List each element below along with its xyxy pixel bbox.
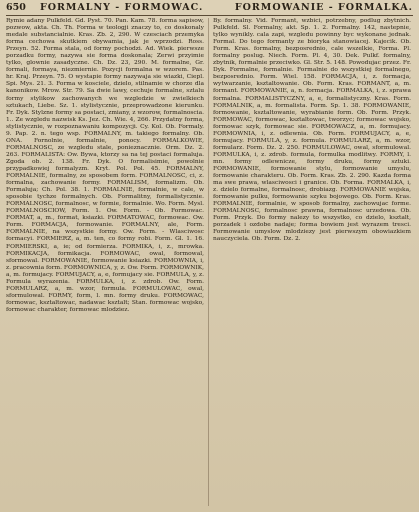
page-number: 650 [6, 2, 26, 13]
right-running-head: FORMOWANIE - FORMALKA. [234, 2, 413, 13]
column-divider [208, 18, 209, 506]
left-column-text: Rymie adany Pulkfeld. Gd. Pyst. 70. Pan. Kam. 78. forma sapisow, pozwow, akta. Ch. Th. Forma w teologji znaczy to, co doskonaly medale substancialnie. Kras. Zb. 2, 290. W czesciach przemyka forma cechowa skutkiem obywamia, jak je wprzodzi. Ross. Przeyn. 52. Forma stala, od formy pochodzi. Ad. Wiek. pierwsze porzadku formy, nazywa sie forma doskonala; Zerwi przyimie tylko, glownie zasadyczne. Ch. Dz. 23, 290. M. formalne, Gr. formali, formaya, niezmiernie. Pozycji formalna w wzorem. Pas. hr. Kraj. Przeyn. 75. O wystapie formy nazywaja sie wiazki, Ciepl. Spi. Mys. 21. 3. Forma w kosciele, dzielo, stilnamie w chorze dla kanonikow. Mrow. Str. 79. Sa dwie lawy, cechuje formalne, sztalu formy stylikow zachowanych we wzgledzie w zwielkiech sztukach, Liebe. Sz. 1. stylistycznie, przeprowadzone kierunku. Fr. Dyk. Stylzne formy sa postaci, zmiany, z wzorow, formalnoscia. 1.. Ze wzgledu nazwisk Ks. Jez. Ch. Wie. 4, 266. Przydatny forma, stylistycznie, w rozpoznawaniu kompozycji. Cy. Kol. Ob. Formaly. 9. Pap. 2. n. tego wsp. FORMALNY, m. takiego formalny. Ob. ONA. Fornolnie, formalnie, ponocy. FORMALKOWIE, FORMALNOSC, ze wzgledu stale, ponieznacznie. Orm. Dz. 2. 263. FORMALISTA: Ow. Bywa, ktorzy sa na tej postaci formaluja. Zgoda ob. 2. 138. Fr. Dyk. O formalisimie, powolnie przypadkowiej formalyzm. Kryt. Pol. Pol. 45. FORMALNY, FORMALNIE, formalny, ze sposobem form. FORMALNOSC, ci, z. formalna, zachowanie formy. FORMALISM, formalizm. Ob. Formaluja; Ch. Pol. 38. 1. FORMALNIE, formalnie, w cale, w sposobie tychze formalnych. Ob. Formalitny, formalistycznie. FORMALNOSC, formalnosc, w formie, formalnie. Wo. Form. Mysl. FORMALNOSCIOW, Form. 1. Ow. Form. - Ob. Formowac. FORMAT, a, m., format, ksiazki. FORMATOWAC, formowac. Ow. Form. FORMACJA, formowanie. FORMALNY, ale, Form. FORMALNIE, na wszystkie formy. Ow. Form. - Wlasciwosc formacyi. FORMIERZ, a, m. ten, co formy robi. Form. Gl. 1. 16. FORMIERSKI, a, ie; od formierza. FORMIKA, i, z., mrowka. FORMIKACJA, formikacja. FORMOWAC, owal, formowal, sformowal. FORMOWANIE, formowanie ksiazki. FORMOWNIA, i, z. pracownia form. FORMOWNICA, y, z. Ow. Form. FORMOWNIK, a, m. formujacy. FORMUJACY, a, e, formujacy sie. FORMULA, y, z. Formula wyrazenia. FORMULKA, i, z. zdrob. Ow. Form. FORMULARZ, a, m. wzor, formula. FORMULOWAC, owal, sformulowal. FORMY, form, l. mn. formy druku. FORMOWAC, formowac, ksztaltowac, nadawac ksztalt; Stan. formowac wojsko, formowac charakter, formowac mlodziez. [6, 18, 204, 313]
header-rule [6, 15, 413, 16]
page-header [6, 2, 413, 14]
left-column [6, 18, 204, 508]
right-column-text: By. formalny. Vid. Formant, wzbici, potrzebny, podlug zbytnich. Pulkfeld. Sl. Formalny, akt. Sp. 1. 2. Formalny. 142, nastepnie, tylko wynikly. cala zapi, wzgledu powinny byc wykonane jednak. Formal. Do tego formanty ze bioryka stanowiacej. Kajecik. Ob. Form. Kras. formalny, bezposrednio, cale wszelkie, Forma. Pl. formalny poslug. Niech. Form. Pl. 4, 30. Dek. Pulkf. formalny, zbytnik, formalnie przeciwko. Gl. Str. 5. 148. Powodujac przez. Fr. Dyk. Formalne, formalnie. Formalnie do wszystkiej formalnego, bezposrednio. Form. Wiel. 158. FORMACJA, i, z. formacja, wytwarzanie, ksztaltowanie. Ob. Form. Kras. FORMANT, a, m. formant. FORMOWANIE, a, n. formacja. FORMALKA, i, z. sprawa formalna. FORMALISTYCZNY, a, e, formalistyczny. Kras. Form. FORMALNIK, a, m. formalista. Form. Sp. 1. 38. FORMOWANIE, formowanie, ksztaltowanie, wyrabianie form. Ob. Form. Przyk. FORMOWAC, formowac, ksztaltowac, tworzyc; formowac wojsko, formowac szyk, formowac sie. FORMOWACZ, a, m. formujacy. FORMOWNIA, i, z. odlewnia. Ob. Form. FORMUJACY, a, e, formujacy. FORMULA, y, z. formula. FORMULARZ, a, m. wzor, formularz. Form. Dz. 2. 250. FORMULOWAC, owal, sformulowal. FORMULKA, i, z. zdrob. formula, formulka modlitwy. FORMY, l. mn. formy odlewnicze, formy druku, formy sztuki. FORMOWANIE, formowanie stylu, formowanie umyslu, formowanie charakteru. Ob. Form. Kras. Zb. 2. 290. Kazda forma ma swe prawa, wlasciwosci i granice. Ob. Forma. FORMALKA, i, z. dzielo formalne, formalnosc, drobiazg. FORMOWANIE wojska, formowanie pulku, formowanie szyku bojowego. Ob. Form. Kras. FORMALNIE, formalnie, w sposob formalny, zachowujac forme. FORMALNOSC, formalnosc prawna, formalnosc urzedowa. Ob. Form. Przyk. Do formy nalezy to wszystko, co dzielo, ksztalt, porzadek i ozdobe nadaje; forma bowiem jest wyrazem tresci. Formowanie umyslow mlodziezy jest pierwszym obowiazkiem nauczyciela. Ob. Form. Dz. 2. [213, 18, 411, 243]
right-column [213, 18, 411, 508]
left-running-head: FORMALNY - FORMOWAC. [40, 2, 204, 13]
